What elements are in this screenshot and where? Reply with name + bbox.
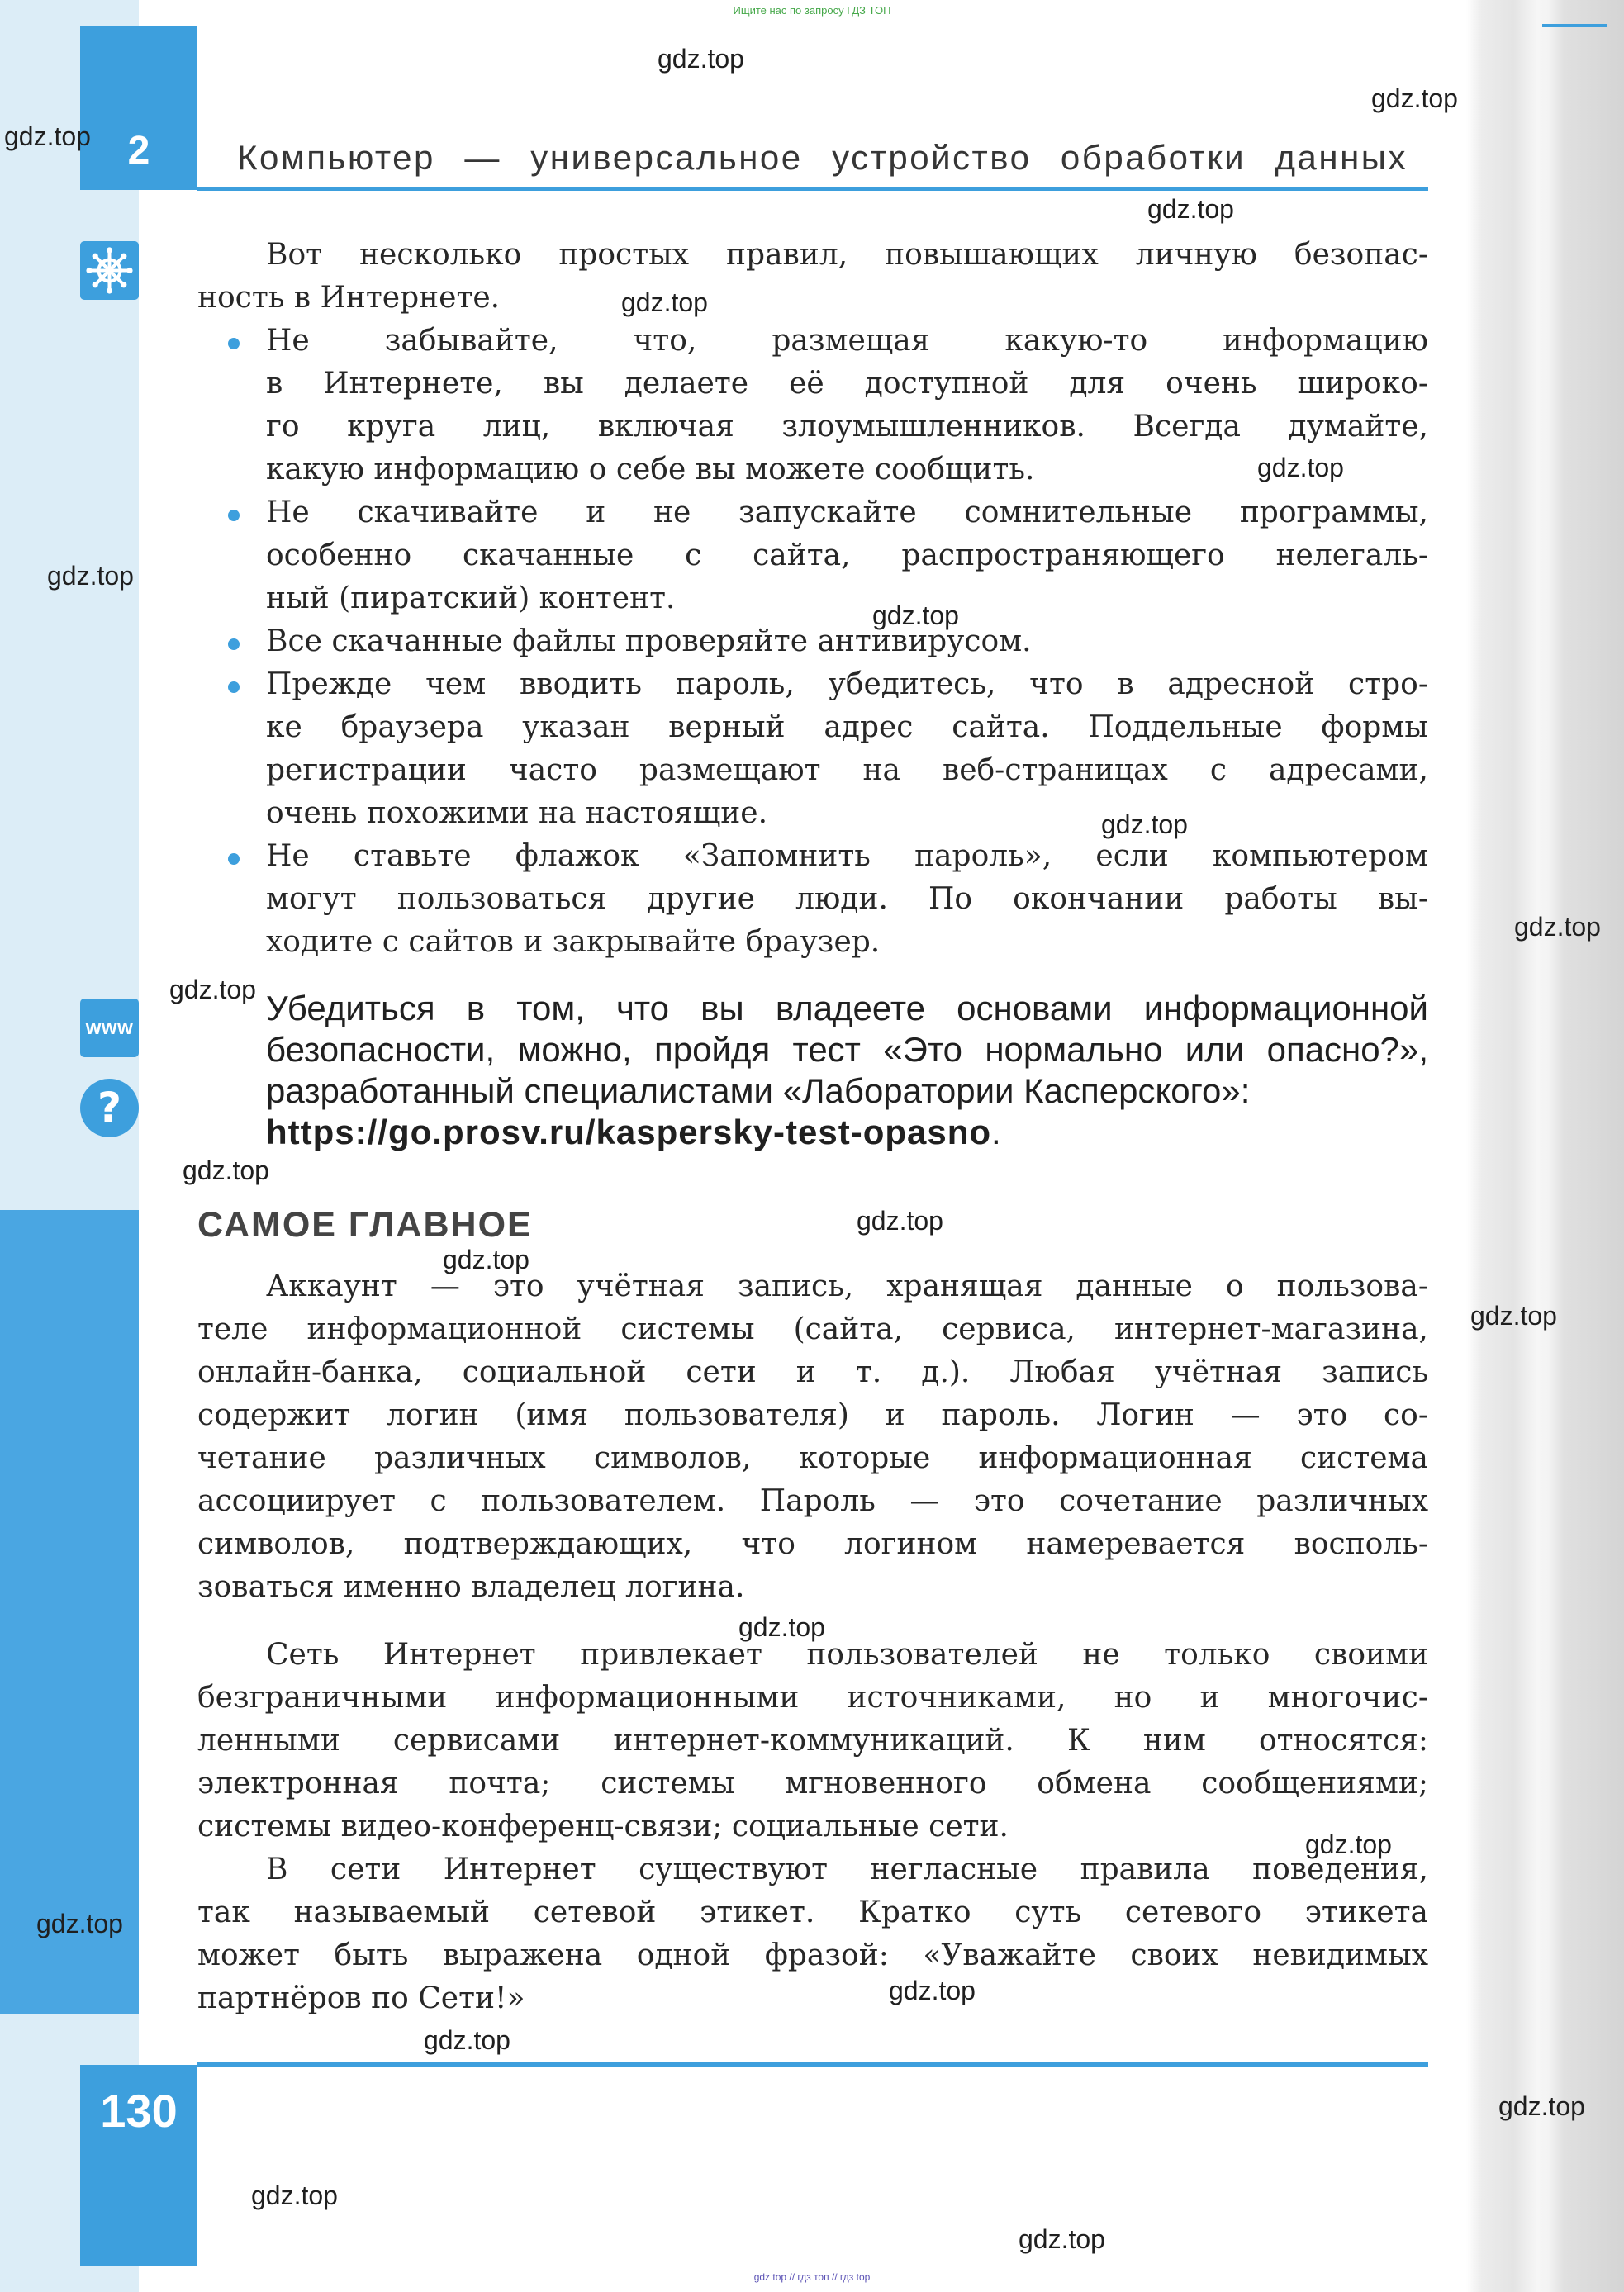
text-line: онлайн-банка, социальной сети и т. д.). Любая учётная запись <box>197 1355 1428 1389</box>
header-rule <box>197 187 1428 191</box>
watermark: gdz.top <box>889 1976 976 2005</box>
watermark: gdz.top <box>251 2180 338 2210</box>
text-line: так называемый сетевой этикет. Кратко суть сетевого этикета <box>197 1896 1428 1929</box>
text-line: Не забывайте, что, размещая какую-то информацию <box>266 324 1428 358</box>
text-line: зоваться именно владелец логина. <box>197 1570 745 1604</box>
rule-item <box>197 320 1428 491</box>
text-line: особенно скачанные с сайта, распространяющего нелегаль- <box>266 539 1428 572</box>
rule-item <box>197 491 1428 620</box>
bullet-dot <box>228 338 240 349</box>
watermark: gdz.top <box>47 561 134 591</box>
chapter-number: 2 <box>127 129 150 173</box>
text-line: может быть выражена одной фразой: «Уважайте своих невидимых <box>197 1938 1428 1972</box>
watermark: gdz.top <box>1101 809 1188 839</box>
text-line: В сети Интернет существуют негласные правила поведения, <box>266 1853 1428 1886</box>
question-icon-label: ? <box>97 1084 121 1132</box>
text-line: могут пользоваться другие люди. По окончании работы вы- <box>266 882 1428 916</box>
watermark: gdz.top <box>621 287 708 317</box>
watermark: gdz.top <box>424 2025 510 2055</box>
text-line: Сеть Интернет привлекает пользователей не только своими <box>266 1638 1428 1672</box>
text-line: какую информацию о себе вы можете сообщить. <box>266 453 1035 486</box>
watermark: gdz.top <box>443 1245 529 1274</box>
watermark: gdz.top <box>1470 1301 1557 1331</box>
text-line: безопасности, можно, пройдя тест «Это нормально или опасно?», <box>266 1030 1428 1069</box>
text-line: очень похожими на настоящие. <box>266 796 768 830</box>
bullet-dot <box>228 638 240 650</box>
text-line: Вот несколько простых правил, повышающих личную безопас- <box>266 238 1428 272</box>
text-line: в Интернете, вы делаете её доступной для очень широко- <box>266 367 1428 401</box>
page-number-badge <box>80 2065 197 2266</box>
rules-list <box>197 320 1428 964</box>
text-line: ке браузера указан верный адрес сайта. Поддельные формы <box>266 710 1428 744</box>
summary-paragraph <box>197 1634 1428 1848</box>
text-line: го круга лиц, включая злоумышленников. Всегда думайте, <box>266 410 1428 444</box>
rule-item <box>197 835 1428 964</box>
page-edge-shadow <box>1466 0 1624 2292</box>
footer-rule <box>197 2062 1428 2067</box>
watermark: gdz.top <box>872 600 959 630</box>
resource-link[interactable]: https://go.prosv.ru/kaspersky-test-opasno <box>266 1113 992 1151</box>
text-line: Все скачанные файлы проверяйте антивирусом. <box>266 624 1032 658</box>
text-line: ходите с сайтов и закрывайте браузер. <box>266 925 881 959</box>
text-line: партнёров по Сети!» <box>197 1981 525 2015</box>
bottom-banner: gdz top // гдз топ // гдз top <box>753 2271 871 2283</box>
bullet-dot <box>228 853 240 865</box>
text-line: электронная почта; системы мгновенного обмена сообщениями; <box>197 1767 1428 1801</box>
text-line: теле информационной системы (сайта, сервиса, интернет-магазина, <box>197 1312 1428 1346</box>
watermark: gdz.top <box>4 121 91 151</box>
watermark: gdz.top <box>1498 2091 1585 2121</box>
watermark: gdz.top <box>169 975 256 1004</box>
text-line: разработанный специалистами «Лаборатории Касперского»: <box>266 1071 1251 1110</box>
text-line: Не ставьте флажок «Запомнить пароль», если компьютером <box>266 839 1428 873</box>
text-line: четание различных символов, которые информационная система <box>197 1441 1428 1475</box>
summary-margin-band <box>0 1210 139 2014</box>
bullet-dot <box>228 510 240 521</box>
text-line: ленными сервисами интернет-коммуникаций. К ним относятся: <box>197 1724 1428 1758</box>
watermark: gdz.top <box>1019 2224 1105 2254</box>
watermark: gdz.top <box>658 44 744 74</box>
rule-item <box>197 620 1428 663</box>
text-line: Аккаунт — это учётная запись, хранящая данные о пользова- <box>266 1269 1428 1303</box>
summary-paragraph <box>197 1848 1428 2020</box>
text-line: регистрации часто размещают на веб-страницах с адресами, <box>266 753 1428 787</box>
text-line: Прежде чем вводить пароль, убедитесь, что в адресной стро- <box>266 667 1428 701</box>
link-punctuation: . <box>991 1113 1001 1151</box>
chapter-badge <box>80 26 197 190</box>
watermark: gdz.top <box>36 1909 123 1938</box>
safety-rules-section <box>197 234 1428 964</box>
helm-icon <box>80 241 139 300</box>
intro-paragraph <box>197 234 1428 320</box>
watermark: gdz.top <box>738 1612 825 1642</box>
www-icon-label: www <box>85 1016 134 1039</box>
helm-icon-graphic <box>80 241 139 300</box>
watermark: gdz.top <box>183 1155 269 1185</box>
summary-paragraph <box>197 1265 1428 1609</box>
text-line: Не скачивайте и не запускайте сомнительные программы, <box>266 496 1428 529</box>
www-icon <box>80 999 139 1057</box>
text-line: ассоциирует с пользователем. Пароль — это сочетание различных <box>197 1484 1428 1518</box>
text-line: содержит логин (имя пользователя) и пароль. Логин — это со- <box>197 1398 1428 1432</box>
chapter-title: Компьютер — универсальное устройство обработки данных <box>237 138 1408 177</box>
edge-mark <box>1542 24 1607 27</box>
rule-item <box>197 663 1428 835</box>
summary-heading: САМОЕ ГЛАВНОЕ <box>197 1205 533 1245</box>
bullet-dot <box>228 681 240 693</box>
text-line: ность в Интернете. <box>197 281 501 315</box>
top-banner: Ищите нас по запросу ГДЗ ТОП <box>733 4 891 17</box>
watermark: gdz.top <box>1305 1829 1392 1859</box>
text-line: безграничными информационными источниками, но и многочис- <box>197 1681 1428 1715</box>
text-line: ный (пиратский) контент. <box>266 581 676 615</box>
summary-paragraphs-continued <box>197 1634 1428 2020</box>
watermark: gdz.top <box>857 1206 943 1236</box>
web-resource-note <box>197 988 1428 1153</box>
question-icon <box>80 1079 139 1137</box>
watermark: gdz.top <box>1514 912 1601 942</box>
page-number: 130 <box>100 2085 178 2137</box>
text-line: символов, подтверждающих, что логином намеревается восполь- <box>197 1527 1428 1561</box>
watermark: gdz.top <box>1147 194 1234 224</box>
watermark: gdz.top <box>1257 453 1344 482</box>
text-line: системы видео-конференц-связи; социальные сети. <box>197 1810 1009 1844</box>
text-line <box>197 1112 1428 1153</box>
watermark: gdz.top <box>1371 83 1458 113</box>
text-line: Убедиться в том, что вы владеете основами информационной <box>266 989 1428 1027</box>
